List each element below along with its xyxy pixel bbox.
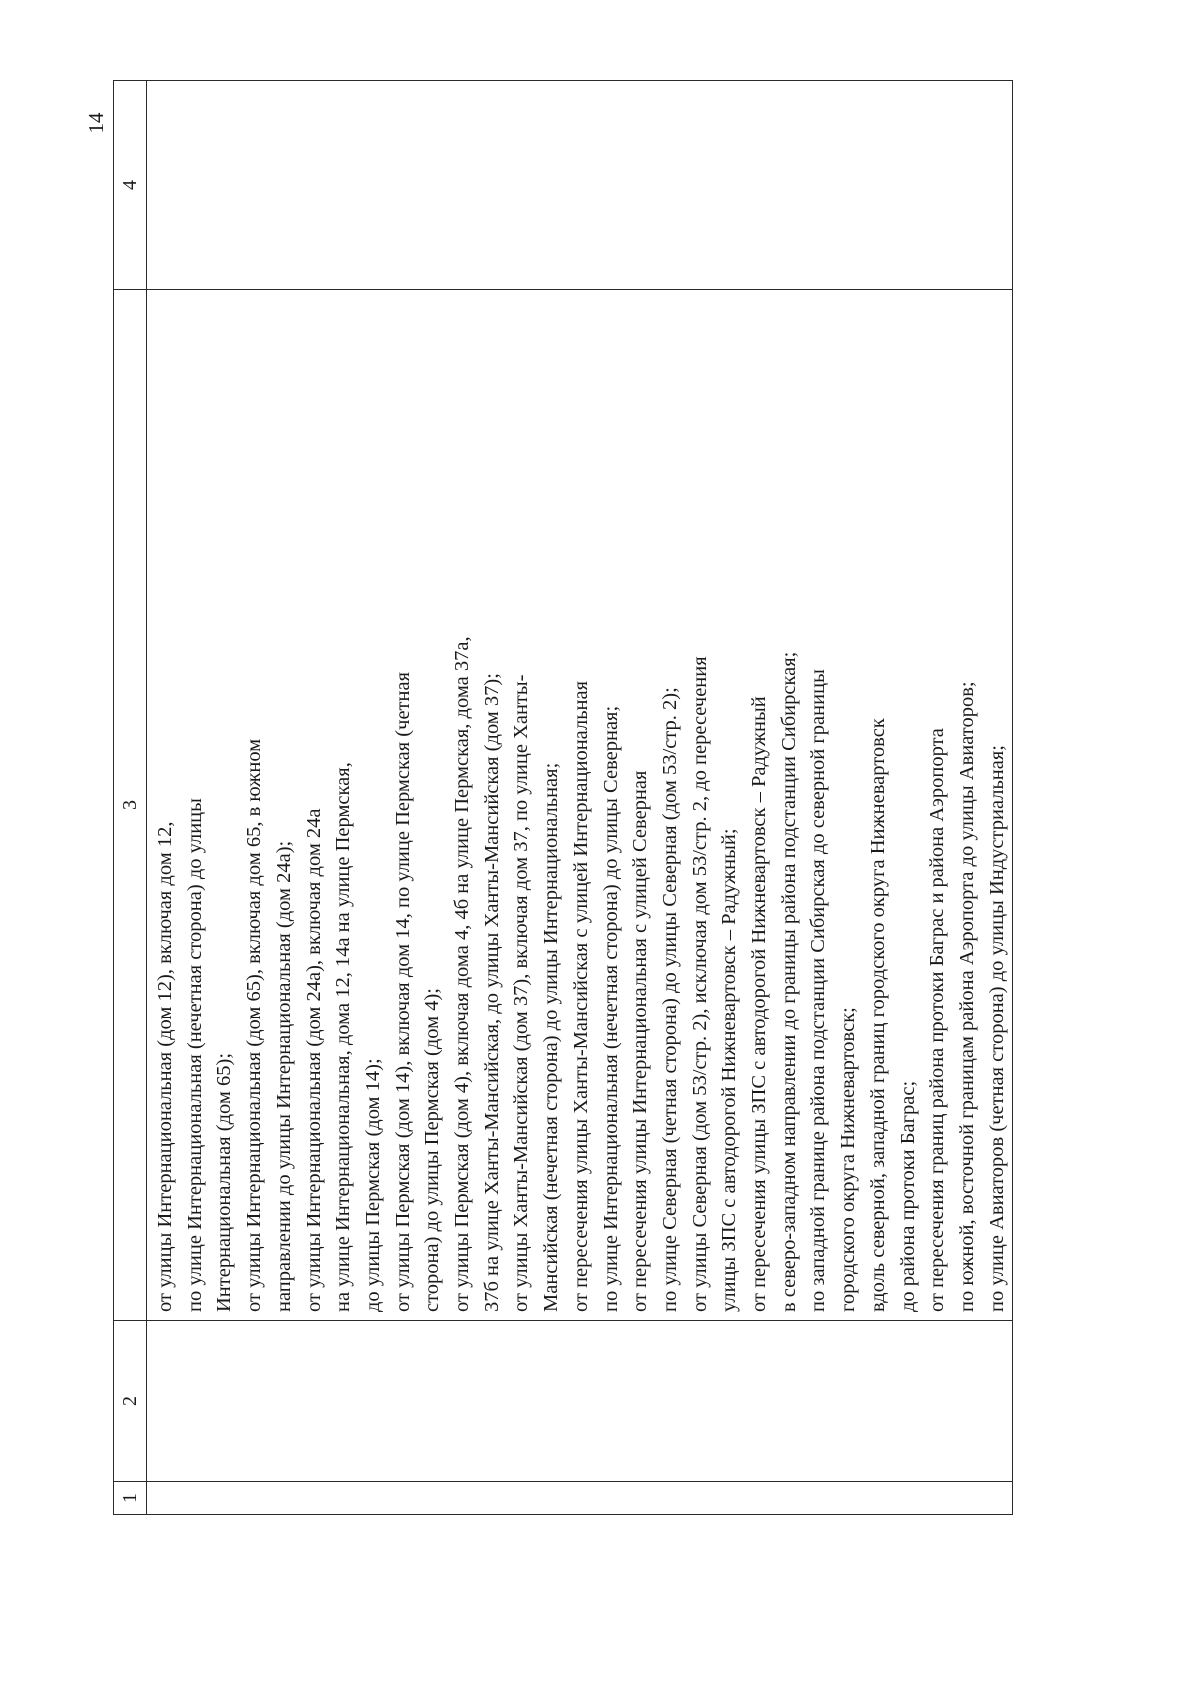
- table-header-row: [114, 81, 147, 1515]
- description-line: по западной границе района подстанции Сибирская до северной границы: [807, 669, 830, 1312]
- description-line: Интернациональная (дом 65);: [213, 1052, 236, 1312]
- description-line: вдоль северной, западной границ городского округа Нижневартовск: [866, 718, 889, 1312]
- description-line: от пересечения улицы Интернациональная с улицей Северная: [629, 770, 652, 1312]
- description-line: от улицы Интернациональная (дом 24а), включая дом 24а: [302, 808, 325, 1312]
- description-line: от улицы Интернациональная (дом 12), включая дом 12,: [154, 821, 176, 1312]
- description-line: от пересечения улицы Ханты-Мансийская с улицей Интернациональная: [569, 680, 592, 1312]
- cell-col-2: [147, 1321, 1013, 1482]
- cell-col-4: [147, 81, 1013, 290]
- description-line: от улицы Пермская (дом 14), включая дом 14, по улице Пермская (четная: [391, 672, 414, 1312]
- description-line: до района протоки Баграс;: [896, 1080, 919, 1312]
- header-col-4: 4: [114, 81, 147, 290]
- boundary-table: [113, 80, 1013, 1515]
- description-line: по улице Авиаторов (четная сторона) до улицы Индустриальная;: [985, 745, 1008, 1312]
- description-line: по улице Северная (четная сторона) до улицы Северная (дом 53/стр. 2);: [658, 687, 681, 1312]
- description-line: от улицы Пермская (дом 4), включая дома 4, 4б на улице Пермская, дома 37а,: [451, 636, 474, 1312]
- cell-col-1: [147, 1482, 1013, 1515]
- description-line: сторона) до улицы Пермская (дом 4);: [421, 988, 444, 1312]
- description-line: направлении до улицы Интернациональная (дом 24а);: [272, 840, 295, 1312]
- description-line: по улице Интернациональная (нечетная сторона) до улицы: [183, 798, 206, 1312]
- description-line: от пересечения улицы ЗПС с автодорогой Нижневартовск – Радужный: [748, 696, 771, 1312]
- description-line: от улицы Интернациональная (дом 65), включая дом 65, в южном: [243, 738, 266, 1312]
- header-col-3: 3: [114, 290, 147, 1321]
- description-line: улицы ЗПС с автодорогой Нижневартовск – Радужный;: [718, 828, 741, 1312]
- boundary-description-lines: [151, 296, 1012, 1312]
- description-line: до улицы Пермская (дом 14);: [361, 1058, 384, 1312]
- page-number: 14: [83, 112, 108, 134]
- description-line: Мансийская (нечетная сторона) до улицы Интернациональная;: [540, 762, 563, 1312]
- description-line: на улице Интернациональная, дома 12, 14а на улице Пермская,: [332, 762, 355, 1312]
- description-line: 37б на улице Ханты-Мансийская, до улицы Ханты-Мансийская (дом 37);: [480, 673, 503, 1312]
- header-col-1: 1: [114, 1482, 147, 1515]
- table-body-row: [147, 81, 1013, 1515]
- description-line: от улицы Северная (дом 53/стр. 2), исключая дом 53/стр. 2, до пересечения: [688, 656, 711, 1312]
- description-line: от пересечения границ района протоки Баграс и района Аэропорта: [926, 728, 949, 1312]
- description-line: по улице Интернациональная (нечетная сторона) до улицы Северная;: [599, 705, 622, 1312]
- description-line: от улицы Ханты-Мансийская (дом 37), включая дом 37, по улице Ханты-: [510, 674, 533, 1312]
- rotated-table-wrapper: [113, 85, 1008, 1515]
- description-line: по южной, восточной границам района Аэропорта до улицы Авиаторов;: [955, 681, 978, 1312]
- header-col-2: 2: [114, 1321, 147, 1482]
- boundary-description-cell: [147, 290, 1013, 1321]
- description-line: в северо-западном направлении до границы района подстанции Сибирская;: [777, 651, 800, 1312]
- description-line: городского округа Нижневартовск;: [837, 1007, 860, 1312]
